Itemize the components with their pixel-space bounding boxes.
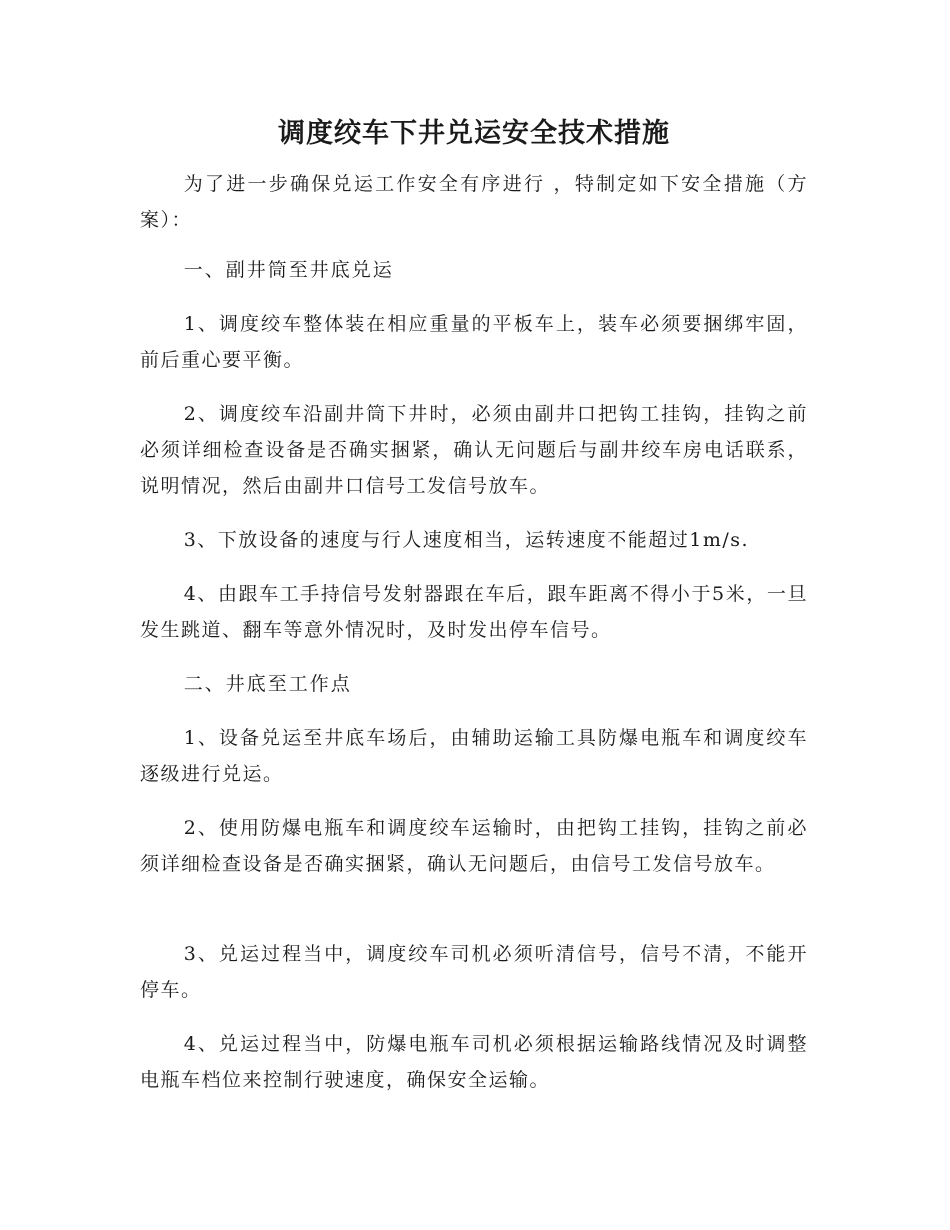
- paragraph-2-2: 2、使用防爆电瓶车和调度绞车运输时，由把钩工挂钩，挂钩之前必须详细检查设备是否确实捆紧，确认无问题后，由信号工发信号放车。: [140, 817, 808, 875]
- paragraph-1-4: 4、由跟车工手持信号发射器跟在车后，跟车距离不得小于5米，一旦发生跳道、翻车等意外情况时，及时发出停车信号。: [140, 583, 808, 641]
- paragraph-2-1: 1、设备兑运至井底车场后，由辅助运输工具防爆电瓶车和调度绞车逐级进行兑运。: [140, 727, 808, 785]
- section-heading-1: 一、副井筒至井底兑运: [183, 259, 394, 281]
- paragraph-1-2: 2、调度绞车沿副井筒下井时，必须由副井口把钩工挂钩，挂钩之前必须详细检查设备是否确实捆紧，确认无问题后与副井绞车房电话联系，说明情况，然后由副井口信号工发信号放车。: [140, 403, 808, 497]
- intro-paragraph: 为了进一步确保兑运工作安全有序进行 ，特制定如下安全措施（方案）：: [140, 173, 808, 231]
- document-title: 调度绞车下井兑运安全技术措施: [278, 118, 670, 149]
- paragraph-1-3: 3、下放设备的速度与行人速度相当，运转速度不能超过1m/s.: [183, 529, 750, 551]
- paragraph-1-1: 1、调度绞车整体装在相应重量的平板车上，装车必须要捆绑牢固，前后重心要平衡。: [140, 313, 808, 371]
- paragraph-2-4: 4、兑运过程当中，防爆电瓶车司机必须根据运输路线情况及时调整电瓶车档位来控制行驶速度，确保安全运输。: [140, 1033, 808, 1091]
- section-heading-2: 二、井底至工作点: [183, 673, 352, 695]
- paragraph-2-3: 3、兑运过程当中，调度绞车司机必须听清信号，信号不清，不能开停车。: [140, 943, 808, 1001]
